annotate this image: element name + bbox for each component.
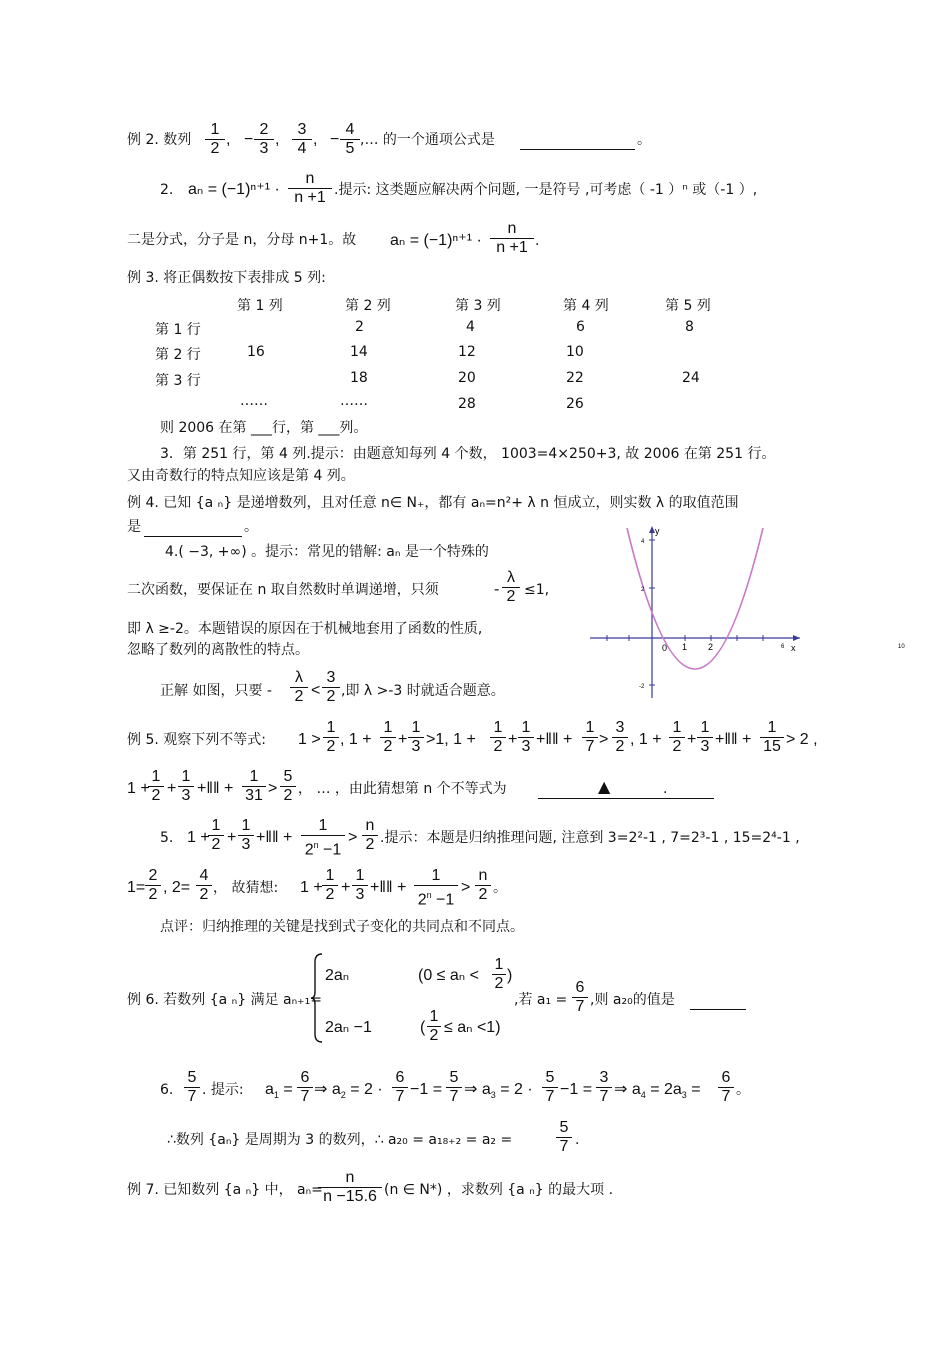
ex7-label: 例 7. 已知数列 {a ₙ} 中， aₙ= (127, 1182, 323, 1198)
row-label: 第 2 行 (155, 347, 201, 363)
tick-label: 0 (662, 643, 668, 653)
ex6-answer-blank[interactable] (690, 990, 746, 1010)
tick-label: 6 (781, 644, 785, 650)
table-cell: 24 (682, 370, 700, 386)
tick-label: 2 (641, 587, 645, 593)
col-header: 第 3 列 (455, 298, 501, 314)
col-header: 第 1 列 (237, 298, 283, 314)
triangle-marker-icon: ▲ (598, 777, 611, 796)
ex2-fraction-2: 2 3 (254, 121, 274, 158)
ex5-label: 例 5. 观察下列不等式: (127, 732, 266, 748)
ex2-fraction-3: 3 4 (292, 121, 312, 158)
table-cell: 10 (566, 344, 584, 360)
table-cell: 16 (247, 344, 265, 360)
ans6-line2: ∴数列 {aₙ} 是周期为 3 的数列，∴ a₂₀ = a₁₈₊₂ = a₂ = (167, 1132, 513, 1148)
col-header: 第 4 列 (563, 298, 609, 314)
ans2-hint: .提示: 这类题应解决两个问题, 一是符号 ,可考虑（ -1 ）ⁿ 或（-1 ）, (334, 182, 758, 198)
table-cell: 14 (350, 344, 368, 360)
table-cell: …… (340, 393, 368, 409)
ex2-tail: ,… 的一个通项公式是 (360, 132, 495, 148)
ex5-answer-blank[interactable] (538, 779, 714, 799)
table-cell: 8 (685, 319, 694, 335)
tick-label: 1 (682, 642, 688, 652)
row-label: 第 3 行 (155, 373, 201, 389)
tick-label: -2 (639, 684, 645, 690)
table-cell: 28 (458, 396, 476, 412)
table-cell: 18 (350, 370, 368, 386)
x-axis-arrow (793, 635, 800, 641)
ex2-fraction-4: 4 5 (340, 121, 360, 158)
ex7-cond: (n ∈ N*) ，求数列 {a ₙ} 的最大项 . (384, 1182, 614, 1198)
ans5-hint: .提示：本题是归纳推理问题, 注意到 3=2²-1 , 7=2³-1 , 15=2⁴-1 , (380, 830, 800, 846)
ans5-note: 点评：归纳推理的关键是找到式子变化的共同点和不同点。 (160, 919, 524, 935)
tick-label: 2 (708, 642, 714, 652)
y-label: y (655, 526, 660, 536)
parabola-graph (585, 520, 915, 700)
table-cell: …… (240, 393, 268, 409)
x-label: x (791, 643, 796, 653)
parabola-curve (627, 528, 763, 669)
table-cell: 22 (566, 370, 584, 386)
ex4-line1: 例 4. 已知 {a ₙ} 是递增数列，且对任意 n∈ N₊，都有 aₙ=n²+ λ n 恒成立，则实数 λ 的取值范围 (127, 495, 739, 511)
ex6-label: 例 6. 若数列 {a ₙ} 满足 aₙ₊₁= (127, 992, 322, 1008)
tick-label: 4 (641, 539, 645, 545)
ans2-formula: aₙ = (−1)ⁿ⁺¹ · (188, 181, 280, 198)
ex3-question: 则 2006 在第 ___行，第 ___列。 (160, 420, 368, 436)
table-cell: 4 (466, 319, 475, 335)
table-cell: 20 (458, 370, 476, 386)
ans2-fraction: n n +1 (288, 170, 332, 207)
table-cell: 12 (458, 344, 476, 360)
table-cell: 6 (576, 319, 585, 335)
table-cell: 26 (566, 396, 584, 412)
ex2-fraction-1: 1 2 (205, 121, 225, 158)
ex2-answer-blank[interactable] (520, 130, 635, 150)
ex5-tail: ， … ，由此猜想第 n 个不等式为 (298, 781, 507, 797)
col-header: 第 5 列 (665, 298, 711, 314)
row-label: 第 1 行 (155, 322, 201, 338)
ex4-answer-blank[interactable] (144, 517, 242, 537)
col-header: 第 2 列 (345, 298, 391, 314)
brace-icon (310, 952, 324, 1044)
tick-label: 10 (898, 644, 905, 650)
ex7-fraction: n n −15.6 (318, 1169, 382, 1206)
ans4-fraction: λ 2 (502, 569, 520, 606)
ex2-label: 例 2. 数列 (127, 132, 192, 148)
table-cell: 2 (355, 319, 364, 335)
ex3-intro: 例 3. 将正偶数按下表排成 5 列: (127, 270, 326, 286)
